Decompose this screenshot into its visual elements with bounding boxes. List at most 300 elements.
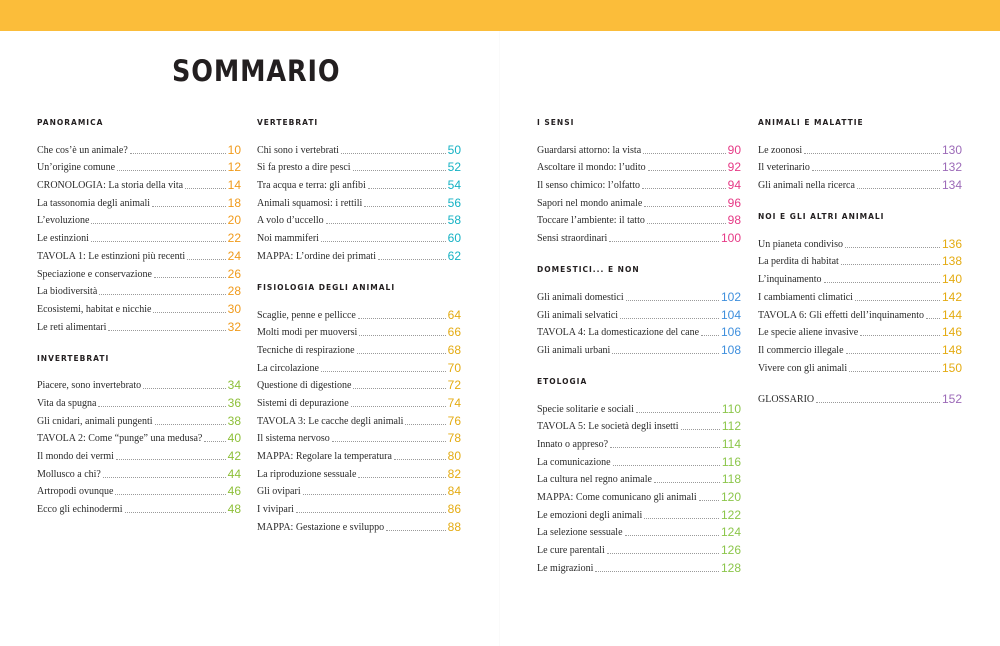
toc-entry-label: La circolazione [257, 362, 319, 374]
toc-entry-page: 116 [721, 454, 741, 469]
toc-entry-page: 130 [941, 142, 962, 157]
toc-entry-label: Un’origine comune [37, 162, 116, 174]
toc-entry [37, 139, 241, 157]
toc-entry-label: Gli cnidari, animali pungenti [37, 415, 153, 427]
dot-leader [125, 512, 226, 513]
dot-leader [647, 223, 726, 224]
dot-leader [353, 388, 445, 389]
toc-entry-page: 26 [227, 266, 241, 281]
dot-leader [857, 188, 940, 189]
toc-entry [37, 410, 241, 428]
toc-entry-label: Gli animali urbani [537, 344, 611, 356]
toc-entry-label: Le cure parentali [537, 545, 605, 557]
toc-entry-page: 46 [227, 484, 241, 499]
dot-leader [204, 441, 225, 442]
dot-leader [607, 553, 719, 554]
toc-entry-page: 102 [720, 289, 741, 304]
toc-entry-label: Che cos’è un animale? [37, 144, 128, 156]
toc-entry [257, 227, 461, 245]
dot-leader [824, 282, 940, 283]
section-heading: NOI E GLI ALTRI ANIMALI [758, 212, 885, 222]
toc-section-invertebrati [37, 353, 241, 517]
toc-entry [537, 539, 741, 557]
toc-entry-page: 60 [447, 231, 461, 246]
toc-entry [257, 375, 461, 393]
toc-entry-page: 80 [447, 449, 461, 463]
toc-entry [257, 192, 461, 210]
toc-entry [758, 286, 962, 304]
toc-entry-label: MAPPA: Come comunicano gli animali [537, 492, 697, 503]
toc-entry-page: 132 [941, 160, 962, 175]
page-fold [499, 31, 500, 646]
toc-entry [257, 210, 461, 228]
dot-leader [648, 170, 726, 171]
toc-entry [37, 463, 241, 481]
toc-list [537, 398, 741, 575]
toc-entry-page: 124 [720, 525, 741, 540]
toc-entry-page: 90 [727, 142, 741, 157]
toc-entry-label: Gli animali domestici [537, 291, 624, 303]
dot-leader [841, 264, 940, 265]
toc-entry [37, 263, 241, 281]
toc-list [758, 139, 962, 192]
toc-column-4 [758, 117, 962, 406]
section-heading: FISIOLOGIA DEGLI ANIMALI [257, 282, 396, 292]
toc-entry-label: L’evoluzione [37, 215, 90, 227]
toc-entry [537, 469, 741, 487]
toc-entry [537, 210, 741, 228]
toc-entry-page: 118 [721, 472, 741, 487]
toc-entry-label: I cambiamenti climatici [758, 291, 853, 303]
dot-leader [620, 318, 719, 319]
toc-entry-label: TAVOLA 1: Le estinzioni più recenti [37, 250, 186, 262]
toc-entry [758, 304, 962, 322]
dot-leader [699, 500, 719, 501]
toc-entry-page: 72 [447, 378, 461, 393]
toc-entry [537, 504, 741, 522]
toc-entry [37, 481, 241, 499]
toc-entry-page: 104 [720, 307, 741, 322]
toc-entry-label: Specie solitarie e sociali [537, 403, 634, 415]
toc-entry-label: Ecosistemi, habitat e nicchie [37, 303, 152, 315]
dot-leader [116, 459, 226, 460]
toc-entry-page: 38 [227, 413, 241, 428]
dot-leader [98, 406, 225, 407]
toc-entry-label: Noi mammiferi [257, 233, 319, 245]
toc-entry-label: CRONOLOGIA: La storia della vita [37, 180, 184, 192]
dot-leader [115, 494, 225, 495]
dot-leader [701, 335, 719, 336]
toc-entry-label: Le estinzioni [37, 233, 89, 245]
dot-leader [91, 241, 226, 242]
toc-entry-label: La biodiversità [37, 286, 98, 298]
toc-entry-label: Questione di digestione [257, 380, 352, 392]
toc-list [758, 389, 962, 407]
toc-entry [37, 375, 241, 393]
dot-leader [613, 465, 720, 466]
toc-list [537, 139, 741, 245]
toc-list [37, 139, 241, 334]
dot-leader [185, 188, 226, 189]
toc-entry [37, 316, 241, 334]
toc-entry-label: Il mondo dei vermi [37, 451, 114, 462]
toc-entry [37, 245, 241, 263]
toc-entry-page: 122 [720, 507, 741, 522]
section-heading: ETOLOGIA [537, 376, 588, 386]
dot-leader [152, 206, 226, 207]
dot-leader [609, 241, 719, 242]
toc-entry-page: 94 [727, 178, 741, 193]
toc-entry [257, 445, 461, 463]
dot-leader [321, 371, 446, 372]
toc-entry-label: TAVOLA 6: Gli effetti dell’inquinamento [758, 309, 925, 321]
toc-section-panoramica [37, 117, 241, 334]
toc-entry-page: 74 [447, 395, 461, 410]
toc-entry [537, 139, 741, 157]
toc-entry-label: MAPPA: Regolare la temperatura [257, 451, 392, 462]
toc-list [37, 375, 241, 517]
toc-entry-page: 92 [727, 160, 741, 175]
dot-leader [117, 170, 226, 171]
dot-leader [846, 353, 940, 354]
toc-entry-page: 10 [227, 142, 241, 157]
dot-leader [364, 206, 445, 207]
toc-entry-label: Il sistema nervoso [257, 433, 330, 445]
toc-entry [37, 445, 241, 463]
dot-leader [99, 294, 225, 295]
toc-entry-label: Ascoltare il mondo: l’udito [537, 162, 646, 174]
toc-column-3 [537, 117, 741, 575]
toc-entry [537, 433, 741, 451]
toc-entry-page: 82 [447, 466, 461, 481]
toc-entry-label: Mollusco a chi? [37, 468, 101, 480]
toc-entry-page: 134 [941, 178, 962, 193]
toc-entry-page: 24 [227, 248, 241, 263]
toc-entry-page: 68 [447, 342, 461, 357]
toc-entry-label: Le specie aliene invasive [758, 327, 859, 339]
toc-list [758, 233, 962, 375]
toc-entry-label: Vita da spugna [37, 397, 97, 409]
toc-entry [758, 268, 962, 286]
toc-entry-label: Le migrazioni [537, 562, 594, 574]
toc-entry-label: Il senso chimico: l’olfatto [537, 180, 641, 192]
dot-leader [353, 170, 446, 171]
dot-leader [143, 388, 226, 389]
toc-entry [37, 498, 241, 516]
dot-leader [108, 330, 225, 331]
toc-entry-label: Tra acqua e terra: gli anfibi [257, 180, 366, 192]
toc-entry-label: L’inquinamento [758, 274, 822, 286]
toc-entry [537, 416, 741, 434]
toc-entry-label: La riproduzione sessuale [257, 468, 357, 480]
toc-entry [257, 481, 461, 499]
toc-entry-label: Innato o appreso? [537, 438, 609, 450]
toc-entry-label: GLOSSARIO [758, 394, 815, 406]
toc-entry-page: 50 [447, 142, 461, 157]
toc-entry-page: 40 [227, 431, 241, 446]
toc-entry-page: 112 [721, 419, 741, 434]
dot-leader [812, 170, 940, 171]
toc-entry-page: 76 [447, 413, 461, 428]
toc-entry [537, 339, 741, 357]
toc-section-etologia [537, 376, 741, 575]
toc-entry-page: 128 [720, 560, 741, 575]
toc-entry-page: 28 [227, 284, 241, 299]
toc-entry-page: 138 [941, 254, 962, 269]
toc-entry [537, 398, 741, 416]
dot-leader [187, 259, 225, 260]
dot-leader [636, 412, 720, 413]
toc-entry [257, 392, 461, 410]
toc-entry [37, 174, 241, 192]
toc-entry-page: 20 [227, 213, 241, 228]
dot-leader [654, 482, 720, 483]
section-heading: VERTEBRATI [257, 118, 319, 127]
toc-entry-label: I vivipari [257, 504, 294, 516]
dot-leader [626, 300, 719, 301]
toc-entry-page: 108 [720, 342, 741, 357]
toc-entry [257, 322, 461, 340]
toc-entry [257, 463, 461, 481]
toc-entry [537, 304, 741, 322]
dot-leader [644, 206, 725, 207]
toc-entry-page: 64 [447, 307, 461, 322]
toc-section-glossario [758, 389, 962, 407]
toc-entry-page: 58 [447, 213, 461, 228]
dot-leader [612, 353, 719, 354]
toc-entry-label: Artropodi ovunque [37, 486, 114, 498]
dot-leader [91, 223, 225, 224]
toc-entry-page: 48 [227, 502, 241, 517]
toc-entry-page: 52 [447, 160, 461, 175]
dot-leader [804, 153, 940, 154]
dot-leader [855, 300, 940, 301]
toc-entry [37, 210, 241, 228]
toc-entry-label: Vivere con gli animali [758, 362, 848, 374]
toc-entry [257, 428, 461, 446]
toc-entry-label: La perdita di habitat [758, 256, 839, 268]
toc-entry-page: 114 [721, 436, 741, 451]
toc-entry-page: 148 [941, 342, 962, 357]
dot-leader [681, 429, 720, 430]
dot-leader [321, 241, 446, 242]
dot-leader [303, 494, 446, 495]
dot-leader [130, 153, 226, 154]
toc-entry-label: MAPPA: Gestazione e sviluppo [257, 521, 385, 533]
toc-entry-label: Molti modi per muoversi [257, 327, 358, 339]
toc-entry-label: TAVOLA 2: Come “punge” una medusa? [37, 433, 203, 445]
toc-entry-page: 70 [447, 360, 461, 375]
toc-entry [537, 157, 741, 175]
page-title: SOMMARIO [172, 54, 341, 88]
dot-leader [642, 188, 726, 189]
dot-leader [625, 535, 719, 536]
dot-leader [296, 512, 446, 513]
dot-leader [378, 259, 446, 260]
dot-leader [860, 335, 940, 336]
top-color-band [0, 0, 1000, 31]
toc-entry-label: Le zoonosi [758, 144, 803, 156]
toc-entry [758, 339, 962, 357]
toc-entry-page: 30 [227, 301, 241, 316]
dot-leader [845, 247, 940, 248]
dot-leader [610, 447, 720, 448]
dot-leader [358, 477, 445, 478]
toc-entry-label: Sistemi di depurazione [257, 397, 349, 409]
toc-entry-label: Le emozioni degli animali [537, 509, 643, 521]
toc-entry-label: Piacere, sono invertebrato [37, 380, 142, 392]
toc-entry [537, 286, 741, 304]
toc-entry [537, 451, 741, 469]
toc-entry-page: 140 [941, 272, 962, 287]
toc-entry [37, 192, 241, 210]
toc-entry-page: 34 [227, 378, 241, 393]
toc-list [257, 139, 461, 263]
dot-leader [341, 153, 446, 154]
toc-entry-page: 78 [447, 431, 461, 446]
toc-entry [537, 522, 741, 540]
toc-entry-page: 88 [447, 519, 461, 534]
dot-leader [849, 371, 940, 372]
toc-entry-page: 150 [941, 360, 962, 375]
toc-entry-page: 44 [227, 466, 241, 481]
dot-leader [595, 571, 719, 572]
section-heading: I SENSI [537, 118, 575, 127]
toc-entry-label: TAVOLA 5: Le società degli insetti [537, 421, 679, 433]
toc-section-domestici [537, 264, 741, 357]
toc-entry [537, 174, 741, 192]
toc-entry-label: Guardarsi attorno: la vista [537, 144, 642, 156]
toc-entry-label: Chi sono i vertebrati [257, 144, 339, 156]
toc-entry-label: Si fa presto a dire pesci [257, 162, 351, 174]
section-heading: PANORAMICA [37, 118, 104, 127]
toc-entry-label: Le reti alimentari [37, 321, 107, 333]
toc-entry-label: Ecco gli echinodermi [37, 504, 123, 516]
toc-entry [758, 389, 962, 407]
section-heading: DOMESTICI... E NON [537, 265, 640, 275]
toc-entry [537, 227, 741, 245]
toc-entry-page: 100 [720, 231, 741, 246]
toc-entry-page: 22 [227, 231, 241, 246]
toc-entry [257, 516, 461, 534]
toc-entry-label: Tecniche di respirazione [257, 344, 355, 356]
toc-entry [257, 498, 461, 516]
toc-entry [758, 139, 962, 157]
toc-entry [537, 192, 741, 210]
toc-entry [37, 157, 241, 175]
toc-entry-label: TAVOLA 4: La domesticazione del cane [537, 327, 700, 339]
dot-leader [155, 424, 226, 425]
toc-entry-label: Il commercio illegale [758, 344, 844, 356]
toc-entry [257, 357, 461, 375]
dot-leader [332, 441, 446, 442]
toc-entry-page: 18 [227, 195, 241, 210]
section-heading: INVERTEBRATI [37, 353, 110, 363]
dot-leader [154, 277, 226, 278]
toc-entry-page: 142 [941, 289, 962, 304]
dot-leader [368, 188, 446, 189]
section-heading: ANIMALI E MALATTIE [758, 118, 864, 127]
toc-entry [758, 174, 962, 192]
toc-entry-label: La selezione sessuale [537, 527, 623, 539]
toc-entry-page: 98 [727, 213, 741, 228]
toc-entry-label: Scaglie, penne e pellicce [257, 309, 356, 321]
toc-entry-page: 36 [227, 395, 241, 410]
toc-entry [257, 410, 461, 428]
toc-entry-label: MAPPA: L’ordine dei primati [257, 250, 376, 262]
toc-entry-page: 136 [941, 236, 962, 251]
toc-entry [257, 339, 461, 357]
dot-leader [386, 530, 446, 531]
toc-section-fisiologia [257, 282, 461, 534]
toc-list [537, 286, 741, 357]
dot-leader [326, 223, 446, 224]
dot-leader [644, 518, 719, 519]
dot-leader [351, 406, 446, 407]
toc-entry-label: La comunicazione [537, 456, 611, 468]
toc-entry-label: TAVOLA 3: Le cacche degli animali [257, 415, 404, 427]
toc-entry-label: Toccare l’ambiente: il tatto [537, 215, 645, 227]
toc-entry-label: Il veterinario [758, 162, 810, 174]
toc-entry [257, 139, 461, 157]
dot-leader [357, 353, 446, 354]
dot-leader [405, 424, 445, 425]
toc-entry [758, 233, 962, 251]
toc-entry-page: 106 [720, 325, 741, 340]
toc-entry [758, 322, 962, 340]
dot-leader [358, 318, 446, 319]
toc-entry [37, 298, 241, 316]
toc-entry-page: 66 [447, 325, 461, 340]
toc-entry [537, 486, 741, 504]
toc-column-2 [257, 117, 461, 534]
toc-entry-label: A volo d’uccello [257, 215, 324, 227]
toc-entry [758, 251, 962, 269]
toc-entry-page: 42 [227, 449, 241, 463]
toc-section-vertebrati [257, 117, 461, 263]
dot-leader [394, 459, 446, 460]
toc-entry [257, 304, 461, 322]
toc-section-sensi [537, 117, 741, 245]
toc-entry-page: 152 [941, 392, 962, 407]
toc-entry-page: 54 [447, 178, 461, 193]
toc-entry-page: 110 [721, 401, 741, 416]
toc-entry-label: Un pianeta condiviso [758, 238, 843, 250]
toc-entry [537, 557, 741, 575]
toc-entry-page: 126 [720, 543, 741, 558]
toc-entry [37, 281, 241, 299]
toc-entry [37, 392, 241, 410]
toc-entry [257, 174, 461, 192]
dot-leader [816, 402, 940, 403]
toc-entry [37, 428, 241, 446]
toc-entry-page: 86 [447, 502, 461, 517]
dot-leader [643, 153, 726, 154]
toc-section-noi-e-gli-altri [758, 211, 962, 375]
toc-section-malattie [758, 117, 962, 192]
dot-leader [153, 312, 225, 313]
toc-entry-label: Speciazione e conservazione [37, 268, 152, 280]
toc-entry-page: 84 [447, 484, 461, 499]
toc-column-1 [37, 117, 241, 516]
toc-entry [257, 245, 461, 263]
toc-entry-label: La cultura nel regno animale [537, 474, 652, 486]
toc-entry-page: 12 [227, 160, 241, 175]
toc-entry-page: 14 [227, 178, 241, 193]
toc-entry-label: Gli ovipari [257, 486, 301, 498]
toc-entry-page: 146 [941, 325, 962, 340]
dot-leader [359, 335, 445, 336]
